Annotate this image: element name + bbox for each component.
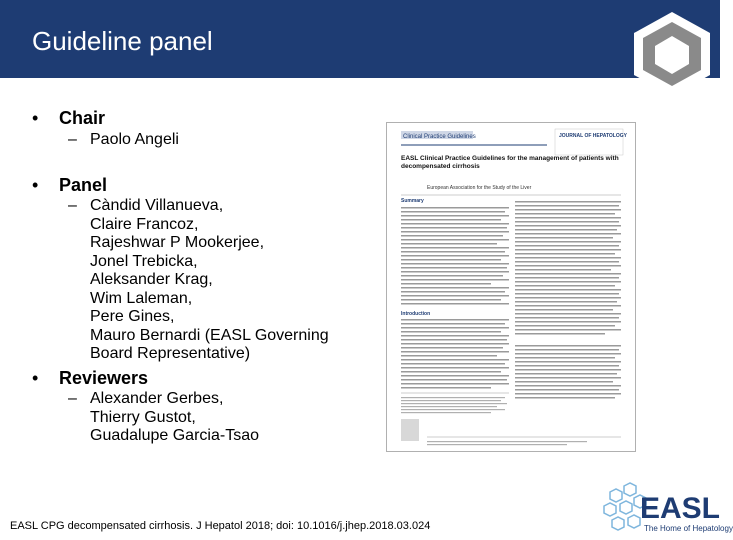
chair-list — [68, 131, 179, 150]
bullet-dot: • — [32, 108, 39, 128]
bullet-reviewers — [32, 368, 149, 389]
list-item: Board Representative) — [90, 345, 251, 362]
paper-intro-heading: Introduction — [401, 311, 431, 317]
dash-marker: – — [68, 131, 77, 148]
list-item: Aleksander Krag, — [90, 271, 213, 288]
list-item: Guadalupe Garcia-Tsao — [90, 427, 259, 444]
list-item: Mauro Bernardi (EASL Governing — [90, 326, 329, 344]
bullet-dot: • — [32, 175, 39, 195]
paper-body-text — [401, 201, 621, 399]
dash-marker: – — [68, 390, 77, 407]
slide-title: Guideline panel — [32, 26, 213, 56]
reviewers-list — [68, 390, 259, 446]
bullet-panel — [32, 175, 108, 196]
panel-list — [68, 197, 329, 364]
svg-text:JOURNAL OF HEPATOLOGY — [559, 133, 628, 139]
bullet-label: Chair — [59, 108, 106, 128]
list-item: Alexander Gerbes, — [90, 390, 224, 407]
paper-thumbnail — [386, 122, 636, 452]
header-bar — [0, 0, 720, 78]
list-item: Thierry Gustot, — [90, 408, 196, 426]
paper-summary-heading: Summary — [401, 198, 424, 204]
easl-tagline: The Home of Hepatology — [644, 524, 733, 533]
list-item: Rajeshwar P Mookerjee, — [90, 234, 265, 251]
list-item: Pere Gines, — [90, 308, 175, 325]
paper-title: EASL Clinical Practice Guidelines for the management of patients with decompensated cirrhosis — [401, 155, 619, 170]
paper-section-label: Clinical Practice Guidelines — [403, 134, 476, 140]
easl-logo-text: EASL — [640, 492, 721, 525]
bullet-label: Panel — [59, 175, 108, 195]
list-item: Paolo Angeli — [90, 131, 179, 148]
dash-marker: – — [68, 197, 77, 214]
easl-logo — [600, 482, 733, 538]
bullet-chair — [32, 108, 106, 129]
list-item: Càndid Villanueva, — [90, 197, 224, 214]
hexagon-icon — [630, 8, 714, 100]
list-item: Claire Francoz, — [90, 215, 199, 233]
list-item: Wim Laleman, — [90, 289, 193, 307]
bullet-label: Reviewers — [59, 368, 149, 388]
paper-page — [387, 123, 635, 451]
bullet-dot: • — [32, 368, 39, 388]
paper-author: European Association for the Study of the Liver — [427, 185, 532, 191]
journal-badge: JOURNAL OF HEPATOLOGY — [559, 133, 627, 139]
citation-text: EASL CPG decompensated cirrhosis. J Hepatol 2018; doi: 10.1016/j.jhep.2018.03.024 — [10, 520, 431, 532]
list-item: Jonel Trebicka, — [90, 252, 198, 270]
